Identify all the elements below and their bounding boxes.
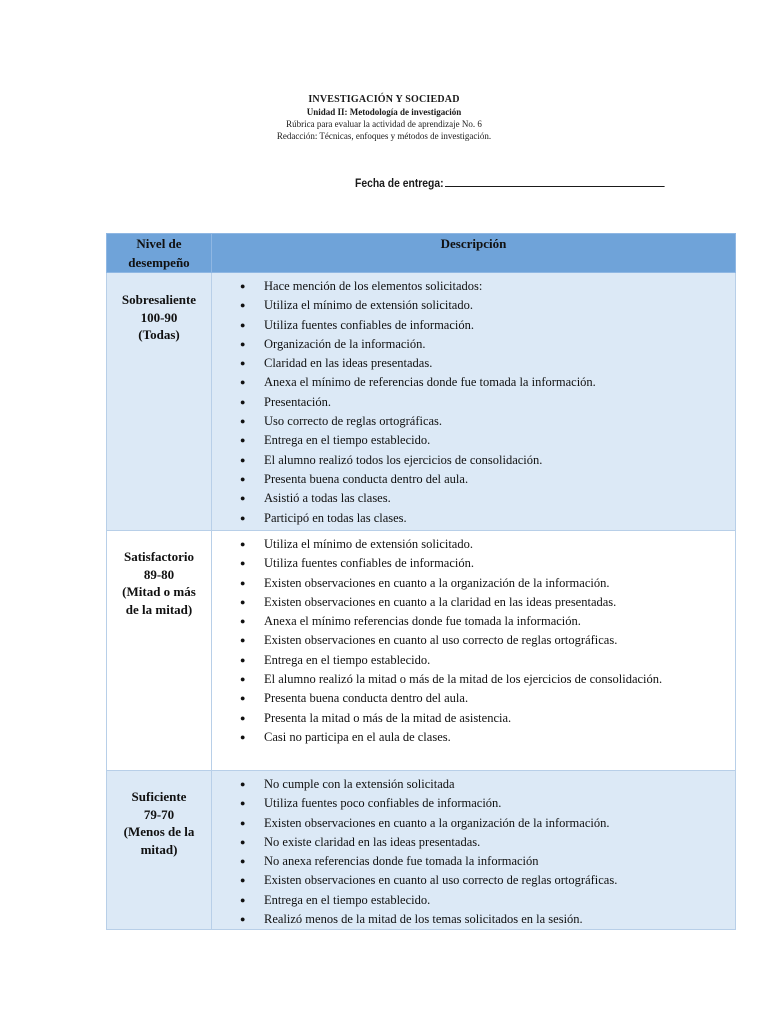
table-row <box>107 771 736 930</box>
list-item: ● Uso correcto de reglas ortográficas. <box>212 412 735 431</box>
criteria-list <box>212 273 735 528</box>
description-cell <box>212 771 736 930</box>
list-item: ● No anexa referencias donde fue tomada la información <box>212 852 735 871</box>
level-cell-satisfactorio <box>107 531 212 771</box>
level-name: Satisfactorio <box>123 549 195 564</box>
list-item: ● Existen observaciones en cuanto al uso correcto de reglas ortográficas. <box>212 631 735 650</box>
assignment-subtitle: Redacción: Técnicas, enfoques y métodos de investigación. <box>276 131 492 141</box>
table-row <box>107 273 736 531</box>
list-item: ● Participó en todas las clases. <box>212 509 735 528</box>
list-item: ● Presenta la mitad o más de la mitad de asistencia. <box>212 709 735 728</box>
list-item: ● Utiliza fuentes confiables de información. <box>212 316 735 335</box>
delivery-date-blank-line <box>445 176 665 187</box>
list-item: ● Utiliza fuentes confiables de información. <box>212 554 735 573</box>
level-note: (Todas) <box>138 327 180 342</box>
list-item: ● Existen observaciones en cuanto a la organización de la información. <box>212 574 735 593</box>
table-header-row <box>107 234 736 273</box>
list-item: ● Utiliza el mínimo de extensión solicitado. <box>212 535 735 554</box>
document-title: INVESTIGACIÓN Y SOCIEDAD <box>308 94 460 105</box>
list-item: ● Utiliza el mínimo de extensión solicitado. <box>212 296 735 315</box>
level-cell-suficiente <box>107 771 212 930</box>
level-name: Sobresaliente <box>121 292 197 307</box>
level-note: (Menos de la <box>123 824 195 839</box>
column-header-descripcion: Descripción <box>212 234 736 273</box>
level-cell-sobresaliente <box>107 273 212 531</box>
list-item: ● Utiliza fuentes poco confiables de información. <box>212 794 735 813</box>
level-note: de la mitad) <box>125 601 193 617</box>
list-item: ● Casi no participa en el aula de clases. <box>212 728 735 747</box>
document-header <box>0 94 768 142</box>
table-row <box>107 531 736 771</box>
list-item: ● Organización de la información. <box>212 335 735 354</box>
description-cell <box>212 531 736 771</box>
unit-title: Unidad II: Metodología de investigación <box>306 107 462 117</box>
rubric-table <box>106 233 736 930</box>
list-item: ● Existen observaciones en cuanto a la claridad en las ideas presentadas. <box>212 593 735 612</box>
list-item: ● Anexa el mínimo referencias donde fue tomada la información. <box>212 612 735 631</box>
delivery-date-field <box>355 176 665 190</box>
column-header-nivel: Nivel de desempeño <box>107 234 212 273</box>
list-item: ● Existen observaciones en cuanto a la organización de la información. <box>212 814 735 833</box>
level-range: 89-80 <box>143 566 175 582</box>
list-item: ● El alumno realizó la mitad o más de la mitad de los ejercicios de consolidación. <box>212 670 735 689</box>
list-item: ● Presenta buena conducta dentro del aula. <box>212 470 735 489</box>
level-name: Suficiente <box>131 789 187 804</box>
criteria-list <box>212 771 735 929</box>
list-item: ● Existen observaciones en cuanto al uso correcto de reglas ortográficas. <box>212 871 735 890</box>
level-note: mitad) <box>140 841 178 857</box>
level-note: (Mitad o más <box>122 584 196 599</box>
delivery-date-label: Fecha de entrega: <box>355 178 444 190</box>
list-item: ● Entrega en el tiempo establecido. <box>212 891 735 910</box>
list-item: ● Asistió a todas las clases. <box>212 489 735 508</box>
level-range: 79-70 <box>143 806 175 822</box>
list-item: ● Claridad en las ideas presentadas. <box>212 354 735 373</box>
level-range: 100-90 <box>140 309 178 325</box>
description-cell <box>212 273 736 531</box>
list-item: ● No existe claridad en las ideas presentadas. <box>212 833 735 852</box>
criteria-list <box>212 531 735 747</box>
list-item: ● Presenta buena conducta dentro del aula. <box>212 689 735 708</box>
list-item: ● Entrega en el tiempo establecido. <box>212 651 735 670</box>
list-item: ● El alumno realizó todos los ejercicios de consolidación. <box>212 451 735 470</box>
list-item: ● Hace mención de los elementos solicitados: <box>212 277 735 296</box>
list-item: ● Anexa el mínimo de referencias donde fue tomada la información. <box>212 373 735 392</box>
list-item: ● Presentación. <box>212 393 735 412</box>
list-item: ● Realizó menos de la mitad de los temas solicitados en la sesión. <box>212 910 735 929</box>
list-item: ● Entrega en el tiempo establecido. <box>212 431 735 450</box>
rubric-subtitle: Rúbrica para evaluar la actividad de aprendizaje No. 6 <box>286 119 482 129</box>
list-item: ● No cumple con la extensión solicitada <box>212 775 735 794</box>
